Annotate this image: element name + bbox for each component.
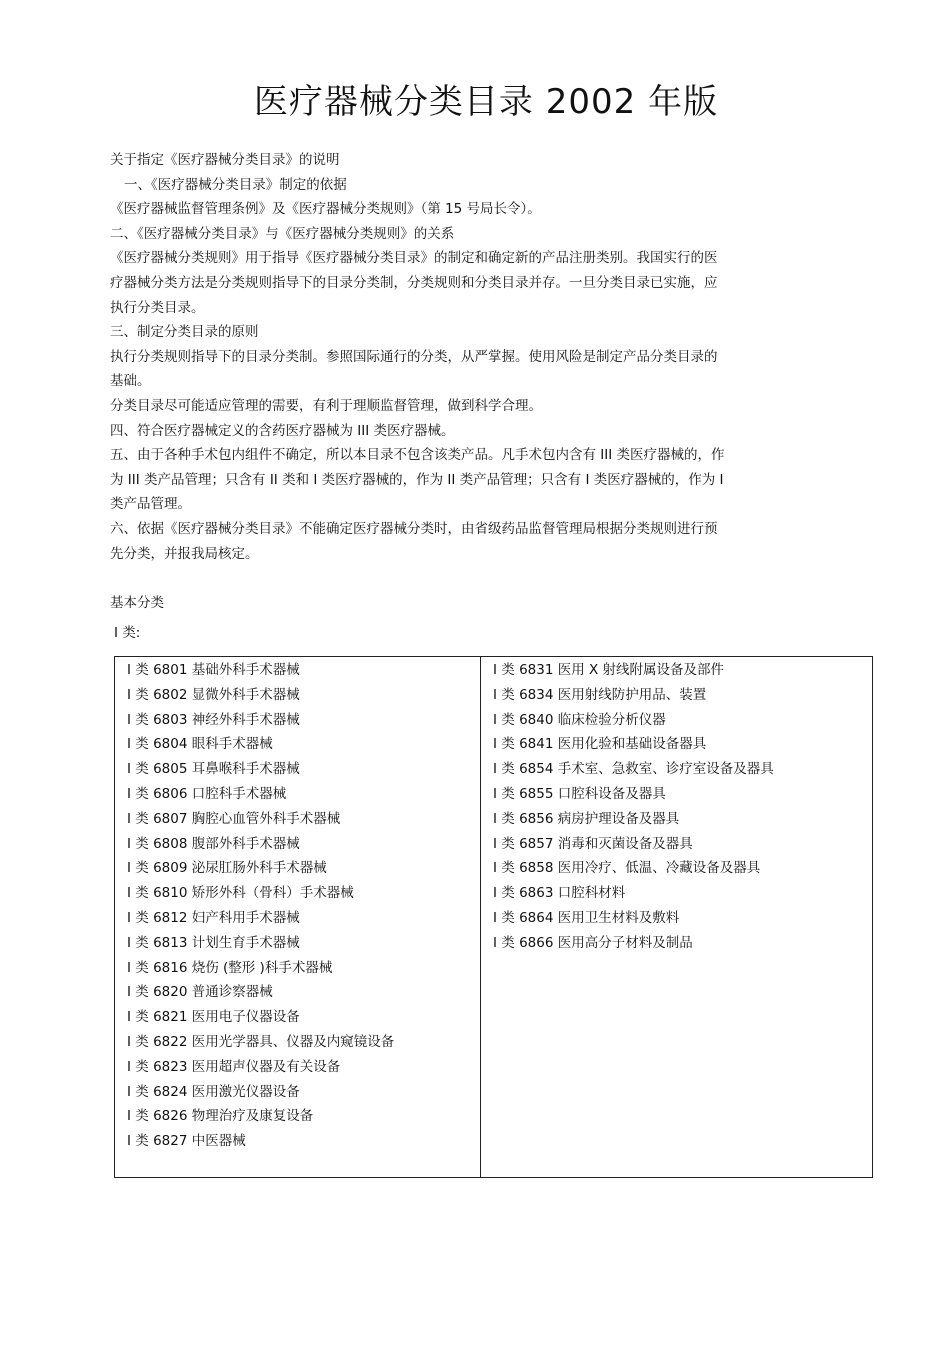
- catalog-item: I 类 6801 基础外科手术器械: [127, 662, 300, 678]
- section-heading: 一、《医疗器械分类目录》制定的依据: [124, 176, 347, 193]
- catalog-item: I 类 6822 医用光学器具、仪器及内窥镜设备: [127, 1033, 395, 1050]
- blank-line: [110, 566, 890, 591]
- paragraph-line: 为 III 类产品管理；只含有 II 类和 I 类医疗器械的，作为 II 类产品管理；只含有 I 类医疗器械的，作为 I: [110, 471, 724, 488]
- catalog-item: I 类 6807 胸腔心血管外科手术器械: [127, 810, 341, 827]
- paragraph-line: 疗器械分类方法是分类规则指导下的目录分类制，分类规则和分类目录并存。一旦分类目录已实施，应: [110, 274, 718, 291]
- section-heading: 三、制定分类目录的原则: [110, 324, 259, 341]
- catalog-item: I 类 6855 口腔科设备及器具: [493, 785, 666, 802]
- catalog-item: I 类 6802 显微外科手术器械: [127, 686, 300, 703]
- catalog-item: I 类 6864 医用卫生材料及敷料: [493, 909, 680, 926]
- paragraph-line: 先分类，并报我局核定。: [110, 545, 259, 562]
- catalog-item: I 类 6827 中医器械: [127, 1133, 246, 1150]
- catalog-item: I 类 6809 泌尿肛肠外科手术器械: [127, 860, 327, 877]
- catalog-item: I 类 6821 医用电子仪器设备: [127, 1009, 300, 1026]
- catalog-right-column: [481, 657, 872, 1177]
- catalog-item: I 类 6854 手术室、急救室、诊疗室设备及器具: [493, 761, 774, 778]
- catalog-item: I 类 6863 口腔科材料: [493, 885, 626, 902]
- catalog-item: I 类 6831 医用 X 射线附属设备及部件: [493, 662, 725, 678]
- paragraph-line: 执行分类规则指导下的目录分类制。参照国际通行的分类，从严掌握。使用风险是制定产品分类目录的: [110, 348, 718, 365]
- section-heading: 基本分类: [110, 594, 164, 611]
- catalog-item: I 类 6824 医用激光仪器设备: [127, 1083, 300, 1100]
- catalog-item: I 类 6810 矫形外科（骨科）手术器械: [127, 885, 354, 902]
- catalog-item: I 类 6826 物理治疗及康复设备: [127, 1108, 314, 1125]
- catalog-left-column: [115, 657, 481, 1177]
- catalog-item: I 类 6804 眼科手术器械: [127, 736, 273, 753]
- catalog-item: I 类 6816 烧伤 (整形 )科手术器械: [127, 959, 333, 976]
- paragraph-line: 类产品管理。: [110, 496, 191, 513]
- catalog-item: I 类 6808 腹部外科手术器械: [127, 835, 300, 852]
- paragraph-line: 基础。: [110, 373, 151, 390]
- paragraph-line: 分类目录尽可能适应管理的需要，有利于理顺监督管理，做到科学合理。: [110, 397, 542, 414]
- paragraph-line: 执行分类目录。: [110, 299, 205, 316]
- catalog-item: I 类 6856 病房护理设备及器具: [493, 810, 680, 827]
- document-title: 医疗器械分类目录 2002 年版: [253, 82, 719, 122]
- catalog-item: I 类 6866 医用高分子材料及制品: [493, 934, 693, 951]
- section-heading: 二、《医疗器械分类目录》与《医疗器械分类规则》的关系: [110, 225, 455, 242]
- catalog-table: [114, 656, 873, 1178]
- document-body: [110, 148, 890, 615]
- paragraph-line: 《医疗器械监督管理条例》及《医疗器械分类规则》（第 15 号局长令）。: [110, 201, 541, 218]
- catalog-item: I 类 6857 消毒和灭菌设备及器具: [493, 835, 693, 852]
- catalog-item: I 类 6805 耳鼻喉科手术器械: [127, 761, 300, 778]
- catalog-item: I 类 6841 医用化验和基础设备器具: [493, 736, 707, 753]
- catalog-item: I 类 6820 普通诊察器械: [127, 984, 273, 1001]
- catalog-item: I 类 6812 妇产科用手术器械: [127, 909, 300, 926]
- catalog-item: I 类 6813 计划生育手术器械: [127, 934, 300, 951]
- paragraph-line: 《医疗器械分类规则》用于指导《医疗器械分类目录》的制定和确定新的产品注册类别。我国实行的医: [110, 250, 718, 267]
- class-label: I 类:: [114, 625, 141, 641]
- catalog-item: I 类 6834 医用射线防护用品、装置: [493, 686, 707, 703]
- catalog-item: I 类 6806 口腔科手术器械: [127, 785, 287, 802]
- catalog-item: I 类 6858 医用冷疗、低温、冷藏设备及器具: [493, 860, 761, 877]
- section-heading: 六、依据《医疗器械分类目录》不能确定医疗器械分类时，由省级药品监督管理局根据分类规则进行预: [110, 520, 718, 537]
- catalog-item: I 类 6840 临床检验分析仪器: [493, 711, 666, 728]
- paragraph-line: 关于指定《医疗器械分类目录》的说明: [110, 152, 340, 168]
- catalog-item: I 类 6823 医用超声仪器及有关设备: [127, 1058, 341, 1075]
- section-heading: 四、符合医疗器械定义的含药医疗器械为 III 类医疗器械。: [110, 422, 455, 439]
- catalog-item: I 类 6803 神经外科手术器械: [127, 711, 300, 728]
- paragraph-line: 五、由于各种手术包内组件不确定，所以本目录不包含该类产品。凡手术包内含有 III 类医疗器械的，作: [110, 447, 725, 464]
